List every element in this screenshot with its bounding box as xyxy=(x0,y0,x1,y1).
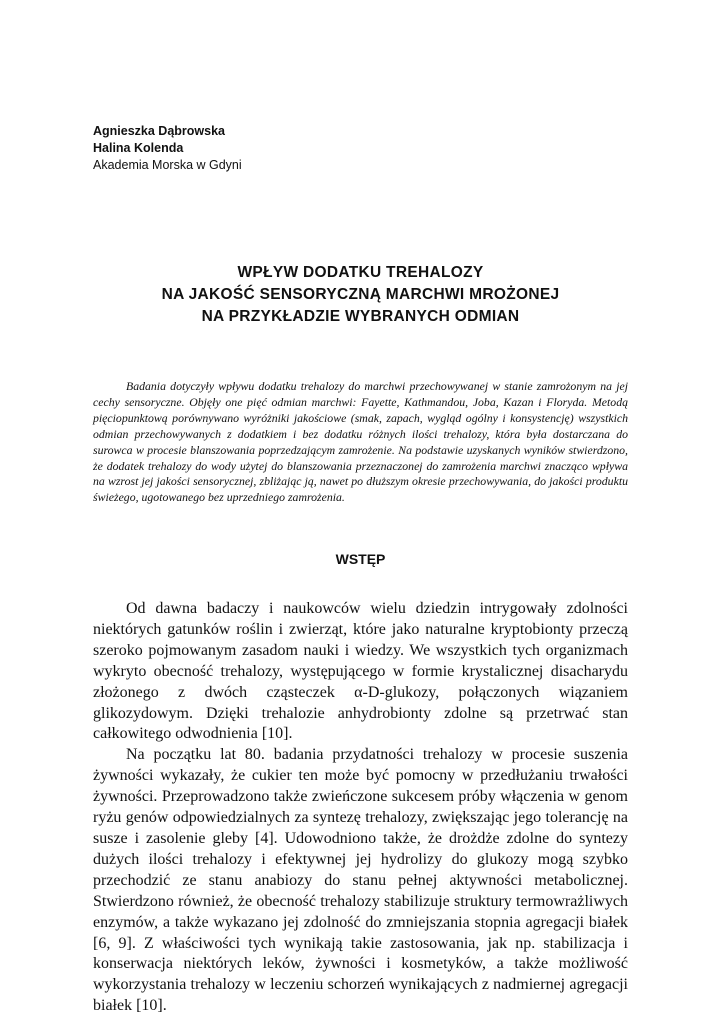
abstract-paragraph: Badania dotyczyły wpływu dodatku trehalozy do marchwi przechowywanej w stanie zamrożonym na jej cechy sensoryczne. Objęły one pięć odmian marchwi: Fayette, Kathmandou, Joba, Kazan i Floryda. Metodą pięciopunktową porównywano wyróżniki jakościowe (smak, zapach, wygląd ogólny i konsystencję) wszystkich odmian przechowywanych z dodatkiem i bez dodatku różnych ilości trehalozy, która była dostarczana do surowca w procesie blanszowania poprzedzającym zamrożenie. Na podstawie uzyskanych wyników stwierdzono, że dodatek trehalozy do wody użytej do blanszowania przeznaczonej do zamrożenia marchwi znacząco wpływa na wzrost jej jakości sensorycznej, zbliżając ją, nawet po dłuższym okresie przechowywania, do jakości produktu świeżego, ugotowanego bez uprzedniego zamrożenia. xyxy=(93,379,628,505)
body-paragraph: Od dawna badaczy i naukowców wielu dziedzin intrygowały zdolności niektórych gatunków roślin i zwierząt, które jako naturalne kryptobionty przeczą szeroko pojmowanym zasadom nauki i wiedzy. We wszystkich tych organizmach wykryto obecność trehalozy, występującego w formie krystalicznej disacharydu złożonego z dwóch cząsteczek α-D-glukozy, połączonych wiązaniem glikozydowym. Dzięki trehalozie anhydrobionty zdolne są przetrwać stan całkowitego odwodnienia [10]. xyxy=(93,600,628,743)
body-paragraph: Na początku lat 80. badania przydatności trehalozy w procesie suszenia żywności wykazały, że cukier ten może być pomocny w przedłużaniu trwałości żywności. Przeprowadzono także zwieńczone sukcesem próby włączenia w genom ryżu genów odpowiedzialnych za syntezę trehalozy, zwiększając jego tolerancję na susze i zasolenie gleby [4]. Udowodniono także, że drożdże zdolne do syntezy dużych ilości trehalozy i efektywnej jej hydrolizy do glukozy mogą szybko przechodzić ze stanu anabiozy do stanu pełnej aktywności metabolicznej. Stwierdzono również, że obecność trehalozy stabilizuje struktury termowrażliwych enzymów, a także wykazano jej zdolność do zmniejszania stopnia agregacji białek [6, 9]. Z właściwości tych wynikają takie zastosowania, jak np. stabilizacja i konserwacja niektórych leków, żywności i kosmetyków, a także możliwość wykorzystania trehalozy w leczeniu schorzeń wynikających z nadmiernej agregacji białek [10]. xyxy=(93,746,628,1015)
section-heading: WSTĘP xyxy=(335,551,386,567)
abstract xyxy=(93,379,628,506)
author-name: Agnieszka Dąbrowska xyxy=(93,124,225,138)
body-text xyxy=(93,599,628,1017)
author-name: Halina Kolenda xyxy=(93,141,184,155)
author-block xyxy=(93,123,242,174)
title-line: NA JAKOŚĆ SENSORYCZNĄ MARCHWI MROŻONEJ xyxy=(161,286,560,303)
author-affiliation: Akademia Morska w Gdyni xyxy=(93,158,242,172)
title-line: NA PRZYKŁADZIE WYBRANYCH ODMIAN xyxy=(201,308,520,325)
paper-title xyxy=(60,262,661,328)
title-line: WPŁYW DODATKU TREHALOZY xyxy=(237,264,484,281)
